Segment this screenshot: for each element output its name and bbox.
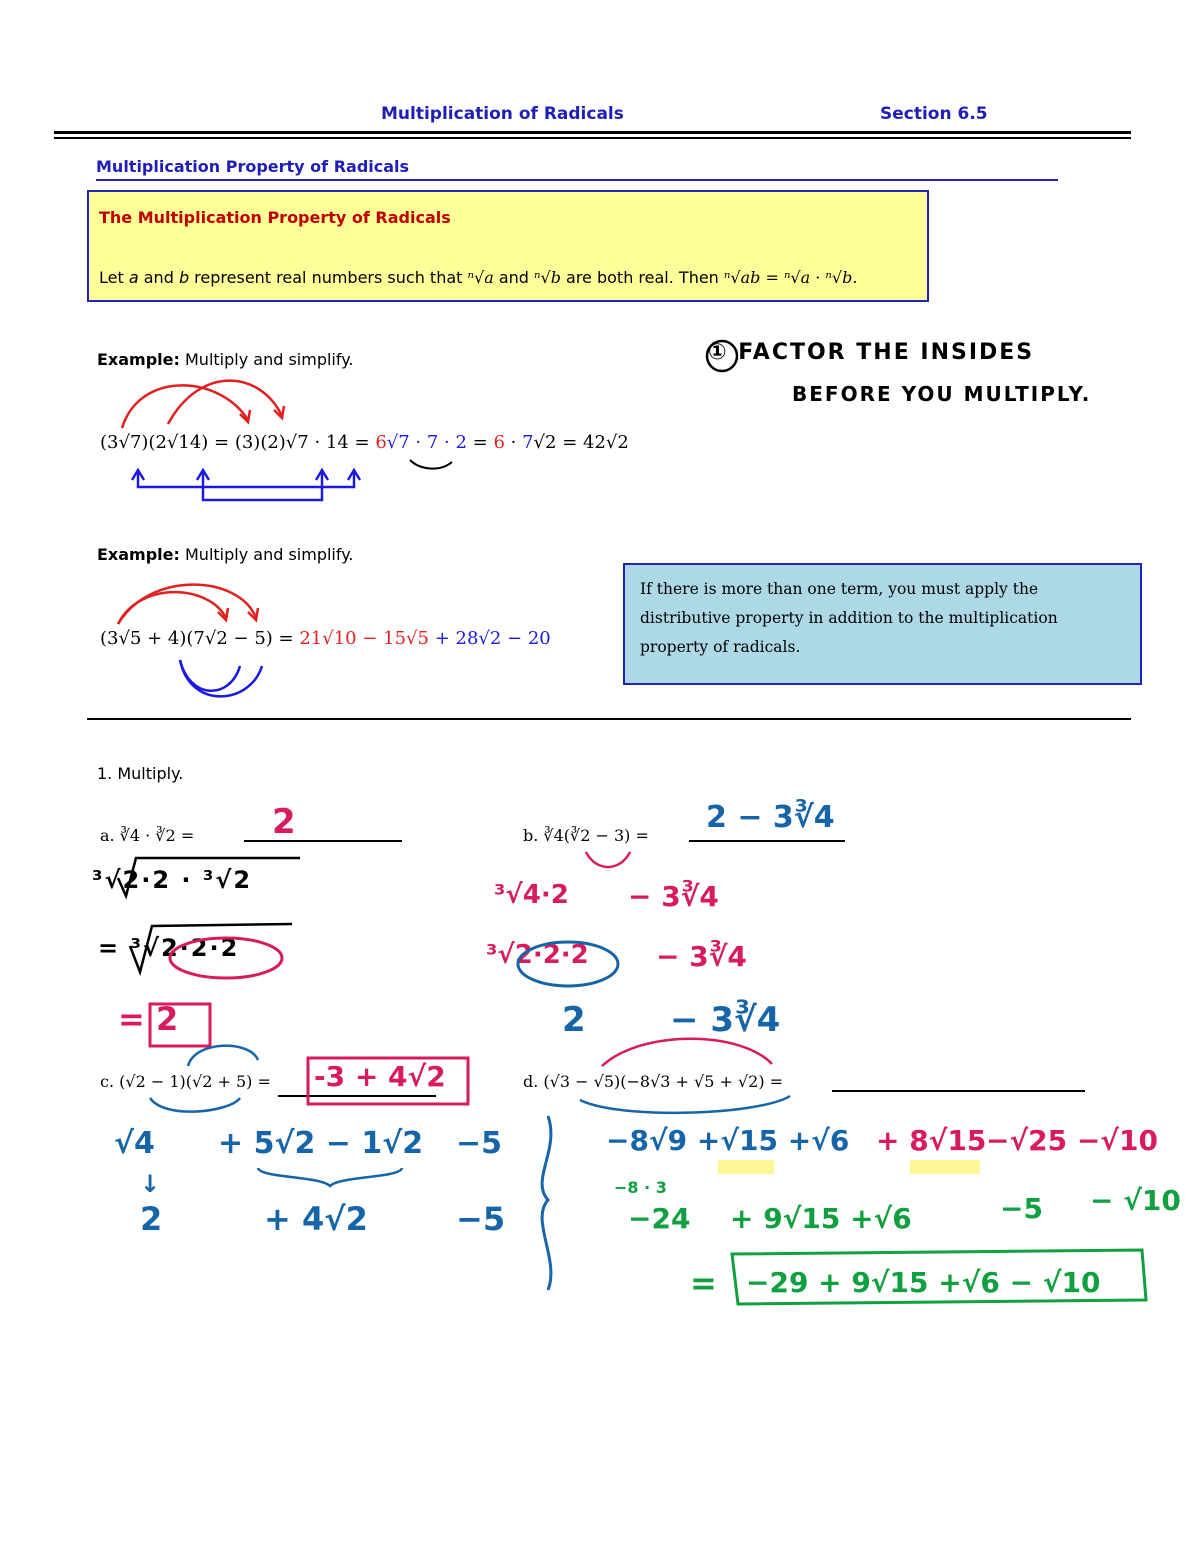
work-b-1: ³√4·2 <box>494 880 569 910</box>
answer-b: 2 − 3∛4 <box>706 800 835 835</box>
work-d-3d: − √10 <box>1090 1184 1181 1217</box>
ex2-red-terms: 21√10 − 15√5 <box>299 628 429 649</box>
work-d-brace <box>542 1116 551 1290</box>
var-b: b <box>178 268 190 287</box>
ex1-six: 6 <box>375 432 387 453</box>
highlight-sqrt15-1 <box>718 1160 774 1174</box>
work-c-arrow: ↓ <box>140 1170 161 1198</box>
problem-b-label: b. <box>523 826 539 845</box>
distributive-note-text: If there is more than one term, you must apply the distributive property in addition to the multiplication property of radicals. <box>640 580 1058 656</box>
work-a-radical-1 <box>118 858 300 896</box>
ex1-six2: 6 <box>493 432 505 453</box>
work-d-blue-arrows <box>580 1096 790 1113</box>
ex2-blue-arrow-1 <box>180 660 240 691</box>
work-d-answer-box <box>732 1250 1146 1304</box>
ex1-blue-arrowheads <box>132 470 360 480</box>
example-bold: Example: <box>97 350 180 369</box>
problem-c-expr: (√2 − 1)(√2 + 5) = <box>119 1072 271 1091</box>
handwritten-note-line1: ① FACTOR THE INSIDES <box>708 340 1035 365</box>
example-rest: Multiply and simplify. <box>179 545 354 564</box>
work-d-1c: −√25 −√10 <box>986 1124 1158 1157</box>
ex2-lhs: (3√5 + 4)(7√2 − 5) = <box>100 628 300 649</box>
ex1-seven: 7 <box>522 432 534 453</box>
work-a-answer-box <box>150 1004 210 1046</box>
work-d-1: −8√9 +√15 +√6 <box>606 1124 850 1157</box>
ex1-dot: · <box>504 432 523 453</box>
ex1-red-arrow-2 <box>168 381 282 424</box>
example-rest: Multiply and simplify. <box>179 350 354 369</box>
work-a-circle <box>170 938 282 978</box>
work-b-2: ³√2·2·2 <box>486 940 589 970</box>
work-b-3b: − 3∛4 <box>670 1000 781 1040</box>
answer-a: 2 <box>272 802 296 842</box>
example-bold: Example: <box>97 545 180 564</box>
work-a-3: = 2 <box>118 1000 179 1038</box>
problem-d-label: d. <box>523 1072 539 1091</box>
work-c-1c: −5 <box>456 1126 503 1161</box>
ex1-lhs: (3√7)(2√14) = (3)(2)√7 · 14 = <box>100 432 376 453</box>
ex2-blue-arrow-2 <box>180 660 262 696</box>
text-segment: are both real. Then <box>560 268 724 287</box>
problem-a-label: a. <box>100 826 115 845</box>
work-d-3c: −5 <box>1000 1192 1043 1225</box>
section-heading: Multiplication Property of Radicals <box>96 157 410 176</box>
work-d-red-arrows <box>602 1039 772 1066</box>
root-b: ⁿ√b <box>534 268 561 287</box>
answer-c: -3 + 4√2 <box>314 1060 446 1093</box>
work-d-final-eq: = <box>690 1264 717 1302</box>
ex1-red-arrow-1 <box>122 385 248 428</box>
var-a: a <box>128 268 139 287</box>
work-d-3a: −24 <box>628 1202 691 1235</box>
work-c-2c: −5 <box>456 1200 506 1238</box>
work-b-arrow <box>586 852 630 867</box>
work-b-circle <box>518 942 618 986</box>
work-c-arrow-top <box>188 1046 258 1066</box>
problems-heading: 1. Multiply. <box>97 764 184 783</box>
work-a-2: = ³√2·2·2 <box>98 934 240 962</box>
work-c-1a: √4 <box>114 1126 155 1161</box>
problem-d-expr: (√3 − √5)(−8√3 + √5 + √2) = <box>543 1072 784 1091</box>
work-c-answer-box <box>308 1058 468 1104</box>
section-number: Section 6.5 <box>880 104 988 124</box>
page-title: Multiplication of Radicals <box>381 104 624 124</box>
text-segment: Let <box>99 268 129 287</box>
work-b-2b: − 3∛4 <box>656 940 747 973</box>
work-c-arrow-bottom <box>150 1098 240 1112</box>
highlight-sqrt15-2 <box>910 1160 980 1174</box>
work-d-final: −29 + 9√15 +√6 − √10 <box>746 1266 1101 1299</box>
problem-c-label: c. <box>100 1072 115 1091</box>
handwritten-note-line2: BEFORE YOU MULTIPLY. <box>792 382 1092 406</box>
work-a-radical-2 <box>130 924 292 972</box>
ex1-rest: √2 = 42√2 <box>533 432 629 453</box>
property-identity: ⁿ√ab = ⁿ√a · ⁿ√b. <box>723 268 858 287</box>
ex2-red-arrow-2 <box>118 585 256 624</box>
problem-b-expr: ∛4(∛2 − 3) = <box>543 826 649 845</box>
work-c-brace <box>258 1168 402 1186</box>
work-d-3b: + 9√15 +√6 <box>730 1202 912 1235</box>
work-b-3: 2 <box>562 1000 586 1040</box>
ex2-blue-terms: + 28√2 − 20 <box>428 628 551 649</box>
ex2-red-arrow-1 <box>118 592 226 624</box>
work-d-2: −8 · 3 <box>614 1178 667 1197</box>
work-d-1b: + 8√15 <box>876 1124 987 1157</box>
ex1-inside: √7 · 7 · 2 <box>386 432 467 453</box>
text-segment: represent real numbers such that <box>189 268 468 287</box>
ex1-scribble <box>410 460 452 469</box>
text-segment: and <box>493 268 535 287</box>
property-box-title: The Multiplication Property of Radicals <box>99 208 451 227</box>
root-a: ⁿ√a <box>467 268 494 287</box>
work-c-2a: 2 <box>140 1200 163 1238</box>
problem-a-expr: ∛4 · ∛2 = <box>119 826 195 845</box>
text-segment: and <box>138 268 179 287</box>
work-c-1b: + 5√2 − 1√2 <box>218 1126 424 1161</box>
work-c-2b: + 4√2 <box>264 1200 368 1238</box>
note-number-circle <box>707 341 737 371</box>
work-a-1: ³√2·2 · ³√2 <box>92 866 253 894</box>
work-b-1b: − 3∛4 <box>628 880 719 913</box>
ex1-eq: = <box>466 432 494 453</box>
